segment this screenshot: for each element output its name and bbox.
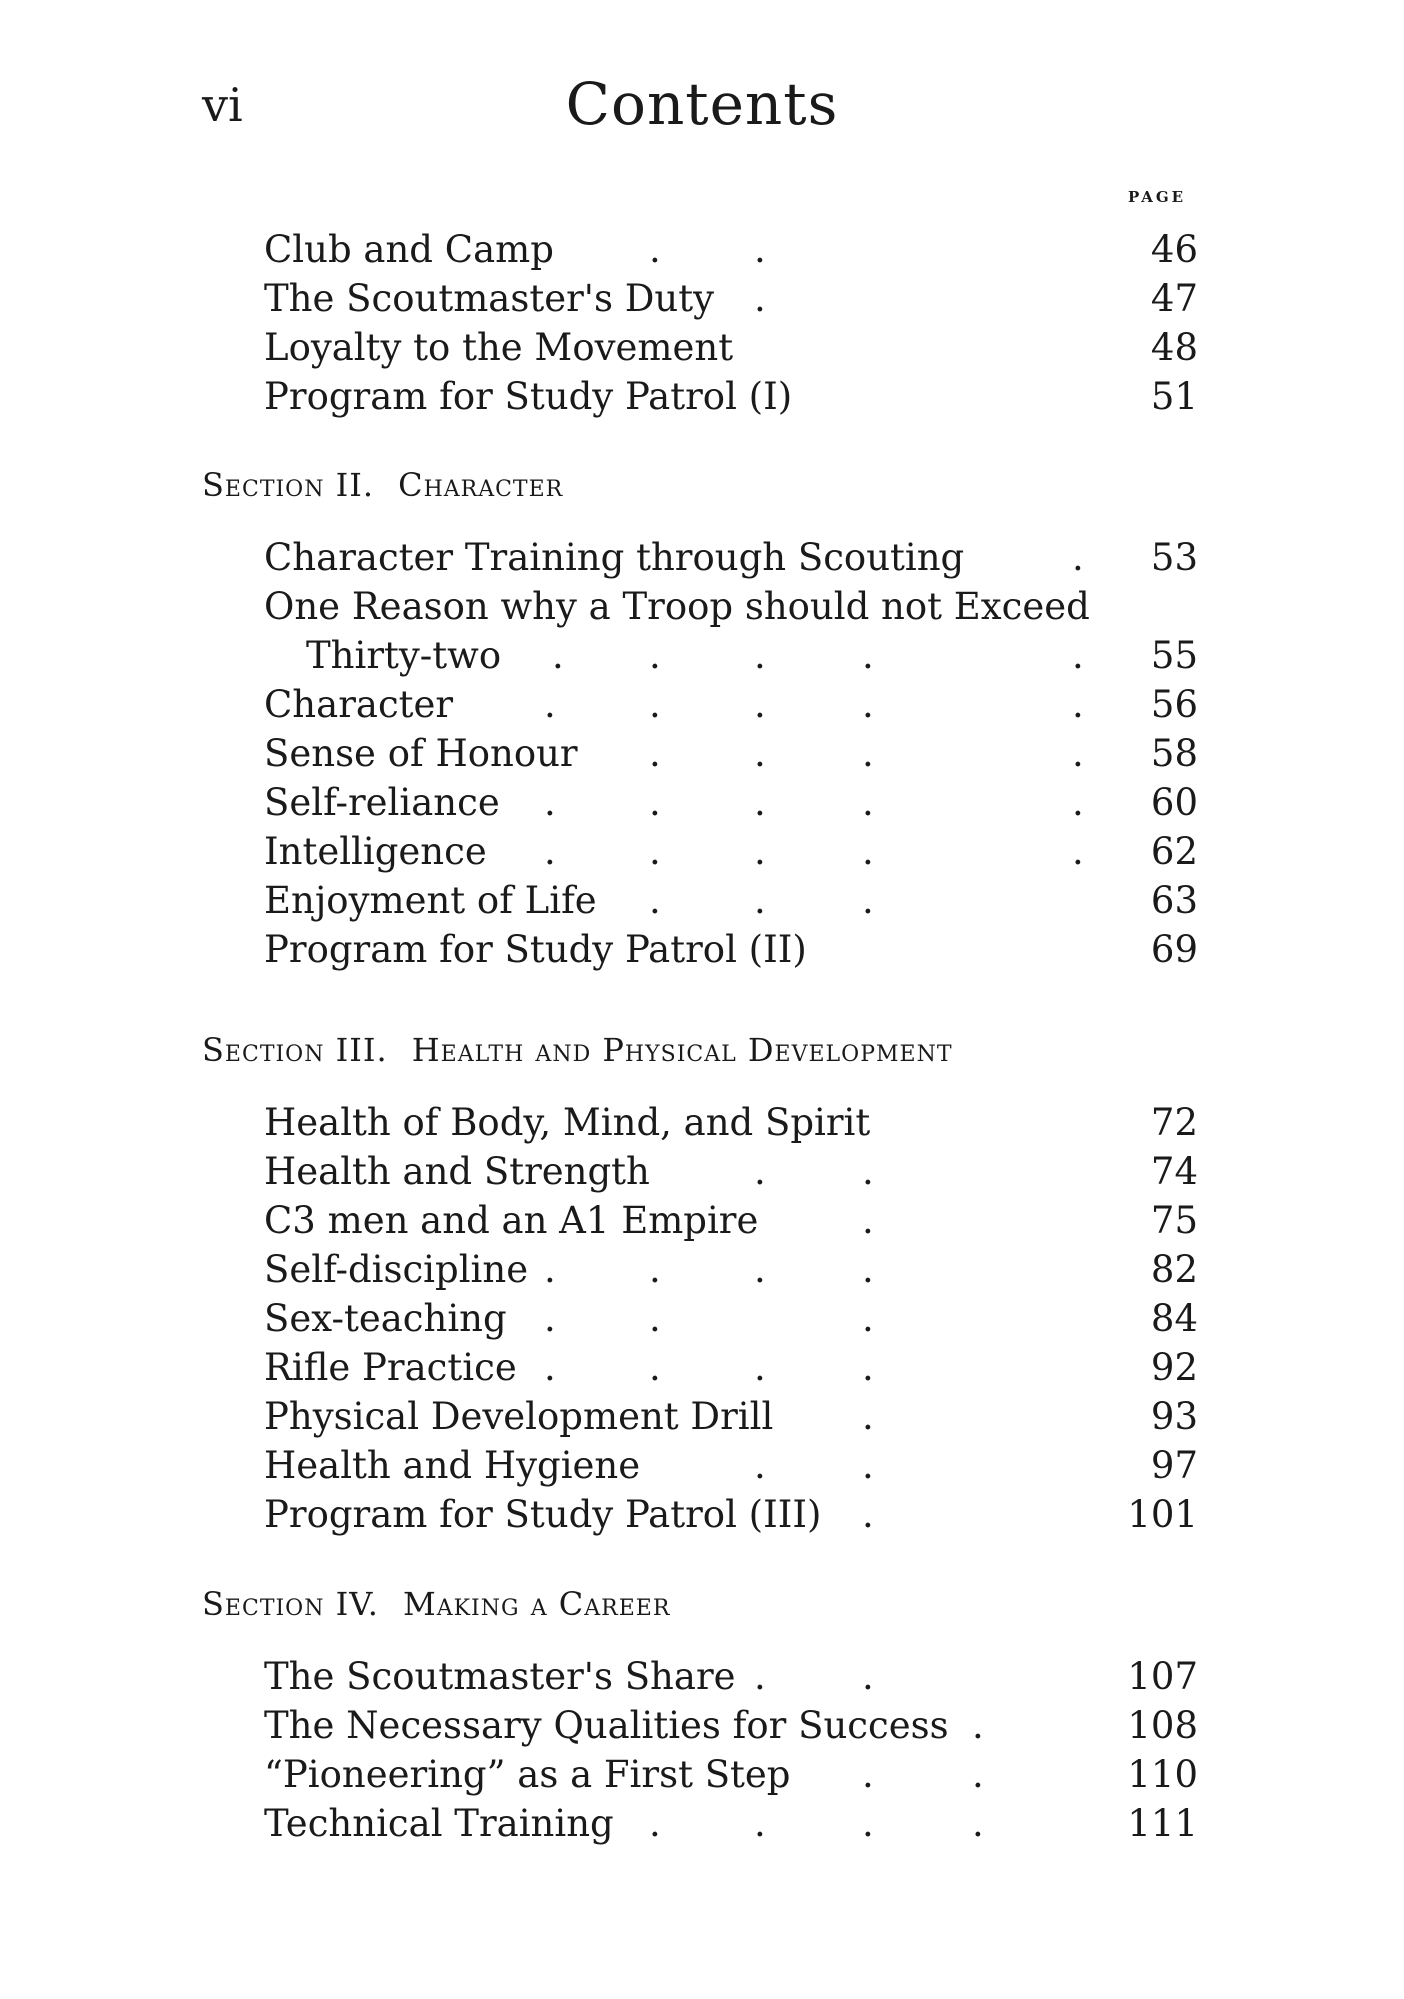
- leader-dot: .: [862, 1297, 874, 1340]
- toc-entry-label: Sex-teaching: [264, 1297, 507, 1340]
- toc-entry-page: 97: [1150, 1444, 1198, 1487]
- toc-entry-label: Character: [264, 683, 454, 726]
- leader-dot: .: [649, 1802, 661, 1845]
- section-number: Section II.: [202, 466, 375, 504]
- leader-dot: .: [544, 1346, 556, 1389]
- toc-entry-label: Self-discipline: [264, 1248, 529, 1291]
- toc-entry[interactable]: [264, 634, 1198, 680]
- toc-entry[interactable]: [264, 830, 1198, 876]
- section-heading: [202, 1585, 1198, 1623]
- toc-entry[interactable]: [264, 1444, 1198, 1490]
- leader-dot: .: [544, 1248, 556, 1291]
- leader-dot: .: [862, 1493, 874, 1536]
- toc-entry[interactable]: [264, 1704, 1198, 1750]
- leader-dot: .: [649, 683, 661, 726]
- toc-entry-label: Self-reliance: [264, 781, 500, 824]
- toc-entry-page: 84: [1150, 1297, 1198, 1340]
- leader-dot: .: [1072, 781, 1084, 824]
- leader-dot: .: [754, 830, 766, 873]
- toc-entry-label: Program for Study Patrol (II): [264, 928, 807, 971]
- leader-dot: .: [754, 1346, 766, 1389]
- toc-entry-page: 69: [1150, 928, 1198, 971]
- section-heading: [202, 466, 1198, 504]
- leader-dot: .: [862, 1802, 874, 1845]
- leader-dot: .: [754, 683, 766, 726]
- toc-entry-label: Character Training through Scouting: [264, 536, 965, 579]
- leader-dot: .: [972, 1753, 984, 1796]
- page-column-label: PAGE: [1128, 188, 1187, 206]
- toc-entry-page: 74: [1150, 1150, 1198, 1193]
- toc-entry[interactable]: [264, 1346, 1198, 1392]
- toc-entry-page: 108: [1127, 1704, 1198, 1747]
- leader-dot: .: [862, 1753, 874, 1796]
- leader-dot: .: [862, 781, 874, 824]
- toc-entry-page: 82: [1150, 1248, 1198, 1291]
- toc-entry-label: Health and Strength: [264, 1150, 650, 1193]
- toc-entry-label: One Reason why a Troop should not Exceed: [264, 585, 1090, 628]
- toc-entry-page: 75: [1150, 1199, 1198, 1242]
- leader-dot: .: [754, 1655, 766, 1698]
- toc-entry-label: Enjoyment of Life: [264, 879, 597, 922]
- leader-dot: .: [754, 1150, 766, 1193]
- leader-dot: .: [1072, 732, 1084, 775]
- toc-entry-label: C3 men and an A1 Empire: [264, 1199, 759, 1242]
- leader-dot: .: [754, 879, 766, 922]
- leader-dot: .: [754, 634, 766, 677]
- section-number: Section III.: [202, 1031, 388, 1069]
- toc-entry-page: 93: [1150, 1395, 1198, 1438]
- section-heading: [202, 1031, 1198, 1069]
- toc-entry-label: Sense of Honour: [264, 732, 578, 775]
- section-number: Section IV.: [202, 1585, 379, 1623]
- leader-dot: .: [754, 1444, 766, 1487]
- leader-dot: .: [544, 781, 556, 824]
- toc-entry-label: The Necessary Qualities for Success: [264, 1704, 949, 1747]
- leader-dot: .: [754, 277, 766, 320]
- leader-dot: .: [754, 228, 766, 271]
- toc-entry-page: 47: [1150, 277, 1198, 320]
- toc-entry[interactable]: [264, 375, 1198, 421]
- toc-entry-page: 101: [1127, 1493, 1198, 1536]
- toc-entry-label: Physical Development Drill: [264, 1395, 774, 1438]
- toc-entry[interactable]: [264, 585, 1198, 631]
- toc-entry[interactable]: [264, 1297, 1198, 1343]
- leader-dot: .: [544, 683, 556, 726]
- leader-dot: .: [862, 830, 874, 873]
- toc-entry-label: Program for Study Patrol (I): [264, 375, 793, 418]
- toc-entry[interactable]: [264, 1248, 1198, 1294]
- page-title: Contents: [565, 70, 839, 138]
- toc-entry-label: Health of Body, Mind, and Spirit: [264, 1101, 871, 1144]
- leader-dot: .: [649, 1297, 661, 1340]
- toc-entry-page: 107: [1127, 1655, 1198, 1698]
- toc-entry-label: Loyalty to the Movement: [264, 326, 734, 369]
- leader-dot: .: [1072, 536, 1084, 579]
- leader-dot: .: [754, 1802, 766, 1845]
- toc-entry-page: 62: [1150, 830, 1198, 873]
- leader-dot: .: [649, 879, 661, 922]
- toc-entry-label: “Pioneering” as a First Step: [264, 1753, 791, 1796]
- toc-entry[interactable]: [264, 1753, 1198, 1799]
- toc-entry[interactable]: [264, 928, 1198, 974]
- leader-dot: .: [552, 634, 564, 677]
- leader-dot: .: [1072, 634, 1084, 677]
- leader-dot: .: [649, 732, 661, 775]
- toc-entry[interactable]: [264, 879, 1198, 925]
- toc-entry-page: 72: [1150, 1101, 1198, 1144]
- toc-entry-label: Club and Camp: [264, 228, 554, 271]
- section-title: Health and Physical Development: [411, 1031, 953, 1069]
- toc-entry[interactable]: [264, 326, 1198, 372]
- toc-entry-page: 53: [1150, 536, 1198, 579]
- leader-dot: .: [544, 830, 556, 873]
- toc-entry-page: 51: [1150, 375, 1198, 418]
- leader-dot: .: [862, 683, 874, 726]
- leader-dot: .: [649, 228, 661, 271]
- section-title: Making a Career: [402, 1585, 671, 1623]
- leader-dot: .: [862, 732, 874, 775]
- leader-dot: .: [649, 781, 661, 824]
- toc-entry[interactable]: [264, 277, 1198, 323]
- leader-dot: .: [862, 879, 874, 922]
- leader-dot: .: [862, 1395, 874, 1438]
- toc-entry-page: 48: [1150, 326, 1198, 369]
- leader-dot: .: [862, 1346, 874, 1389]
- toc-entry[interactable]: [264, 1395, 1198, 1441]
- leader-dot: .: [862, 1248, 874, 1291]
- toc-entry-label: Rifle Practice: [264, 1346, 517, 1389]
- toc-entry[interactable]: [264, 1199, 1198, 1245]
- toc-entry[interactable]: [264, 536, 1198, 582]
- leader-dot: .: [862, 634, 874, 677]
- toc-entry-label: Health and Hygiene: [264, 1444, 641, 1487]
- leader-dot: .: [754, 781, 766, 824]
- leader-dot: .: [649, 830, 661, 873]
- toc-entry[interactable]: [264, 1655, 1198, 1701]
- leader-dot: .: [862, 1444, 874, 1487]
- leader-dot: .: [649, 634, 661, 677]
- leader-dot: .: [649, 1346, 661, 1389]
- toc-entry[interactable]: [264, 781, 1198, 827]
- toc-entry-label: Thirty-two: [306, 634, 502, 677]
- toc-entry-page: 46: [1150, 228, 1198, 271]
- toc-entry-label: Program for Study Patrol (III): [264, 1493, 822, 1536]
- leader-dot: .: [754, 1248, 766, 1291]
- toc-entry-page: 111: [1127, 1802, 1198, 1845]
- toc-entry-page: 110: [1127, 1753, 1198, 1796]
- section-title: Character: [398, 466, 564, 504]
- toc-entry[interactable]: [264, 732, 1198, 778]
- toc-entry-label: Intelligence: [264, 830, 487, 873]
- toc-entry[interactable]: [264, 1150, 1198, 1196]
- leader-dot: .: [649, 1248, 661, 1291]
- leader-dot: .: [862, 1150, 874, 1193]
- leader-dot: .: [972, 1704, 984, 1747]
- leader-dot: .: [972, 1802, 984, 1845]
- toc-entry-page: 58: [1150, 732, 1198, 775]
- leader-dot: .: [1072, 830, 1084, 873]
- toc-entry-label: The Scoutmaster's Duty: [264, 277, 714, 320]
- toc-entry[interactable]: [264, 228, 1198, 274]
- leader-dot: .: [862, 1655, 874, 1698]
- leader-dot: .: [862, 1199, 874, 1242]
- toc-entry-label: The Scoutmaster's Share: [264, 1655, 736, 1698]
- toc-entry-page: 60: [1150, 781, 1198, 824]
- leader-dot: .: [544, 1297, 556, 1340]
- toc-entry[interactable]: [264, 1493, 1198, 1539]
- toc-entry[interactable]: [264, 1101, 1198, 1147]
- toc-entry[interactable]: [264, 1802, 1198, 1848]
- leader-dot: .: [1072, 683, 1084, 726]
- page-folio: vi: [202, 78, 243, 132]
- toc-entry[interactable]: [264, 683, 1198, 729]
- toc-entry-page: 56: [1150, 683, 1198, 726]
- toc-entry-page: 92: [1150, 1346, 1198, 1389]
- toc-entry-label: Technical Training: [264, 1802, 614, 1845]
- leader-dot: .: [754, 732, 766, 775]
- toc-entry-page: 63: [1150, 879, 1198, 922]
- toc-entry-page: 55: [1150, 634, 1198, 677]
